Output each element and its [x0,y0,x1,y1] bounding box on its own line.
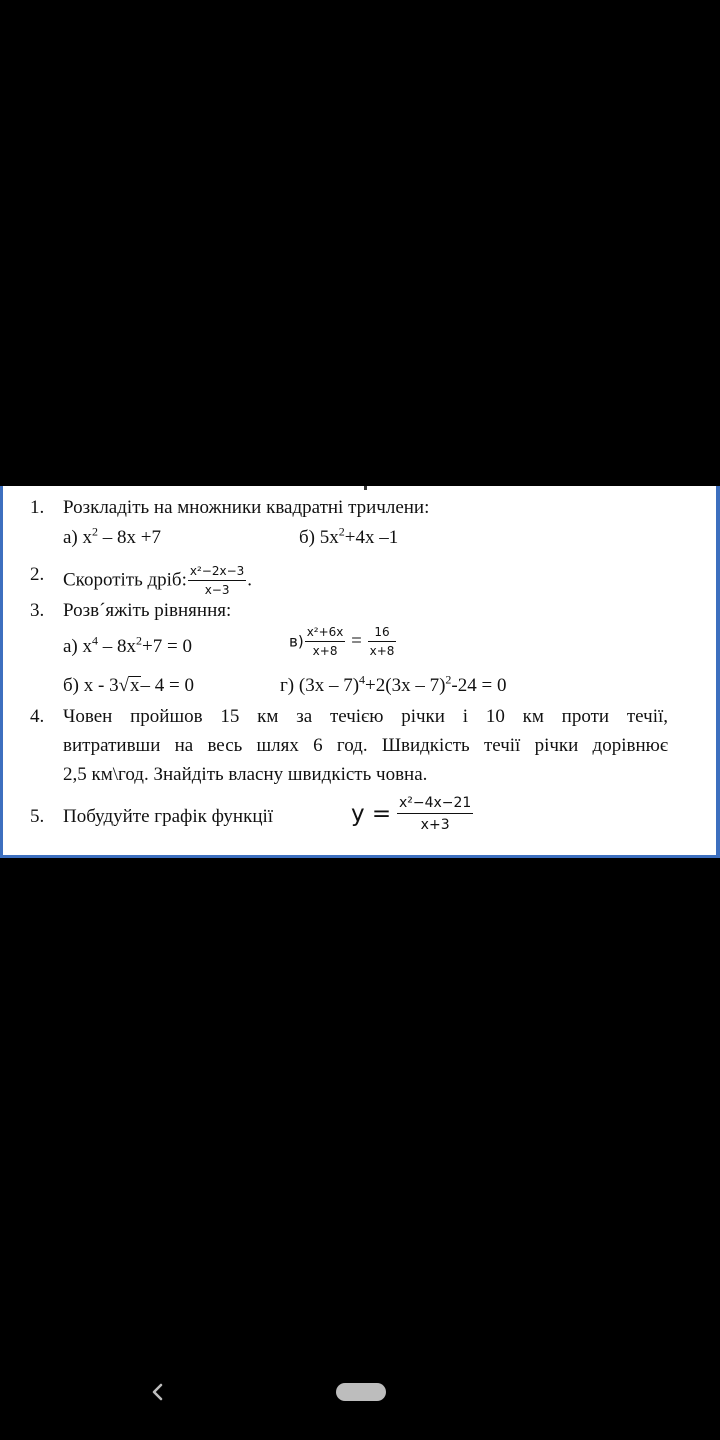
problem-5-function: y = $\frac{\text{x²−4x−21}}{x+3}$ [351,795,472,833]
problem-3-v-fraction-left: $\frac{\text{x²+6x}}{x+8}$ [306,625,344,658]
problem-4-number: 4. [30,706,45,727]
problem-2-title: Скоротіть дріб: [63,569,187,591]
problem-4-text-line-3: 2,5 км\год. Знайдіть власну швидкість човна. [63,764,428,785]
back-icon[interactable] [148,1382,168,1402]
problem-3-v-fraction-right: $\frac{16}{x+8}$ [369,625,395,658]
cut-off-text-fragment [364,486,367,490]
problem-3-item-g: г) (3x – 7)$^4$+2(3x – 7)$^2$-24 = 0 [280,672,507,696]
document-page [0,486,720,858]
problem-2-content: Скоротіть дріб: $\frac{\text{x²−2x−3}}{x-3}$ . [63,564,253,597]
problem-2-number: 2. [30,564,45,585]
problem-3-title: Розв´яжіть рівняння: [63,600,232,621]
problem-3-number: 3. [30,600,45,621]
home-pill-button[interactable] [336,1383,386,1401]
problem-4-text-line-2: витративши на весь шлях 6 год. Швидкість течії річки дорівнює [63,735,668,756]
problem-3-item-a: а) $x^4 - 8x^2+7 = 0$ [63,633,192,657]
problem-4-text-line-1: Човен пройшов 15 км за течією річки і 10 км проти течії, [63,706,668,727]
problem-2-fraction: $\frac{\text{x²−2x−3}}{x-3}$ [189,564,245,597]
problem-3-item-b: б) x - 3√x– 4 = 0 [63,675,194,696]
problem-5-number: 5. [30,806,45,827]
problem-1-item-b: б) $5x^2+4x$ –1 [299,524,399,548]
problem-1-title: Розкладіть на множники квадратні тричлени: [63,497,430,518]
problem-1-number: 1. [30,497,45,518]
problem-5-title: Побудуйте графік функції [63,806,274,827]
problem-5-fraction: $\frac{\text{x²−4x−21}}{x+3}$ [398,795,472,833]
problem-1-item-a: а) $x^2 - 8x +7$ [63,524,161,548]
problem-3-item-v: в) $\frac{\text{x²+6x}}{x+8}$ = $\frac{16}{x+8}$ [289,625,395,658]
